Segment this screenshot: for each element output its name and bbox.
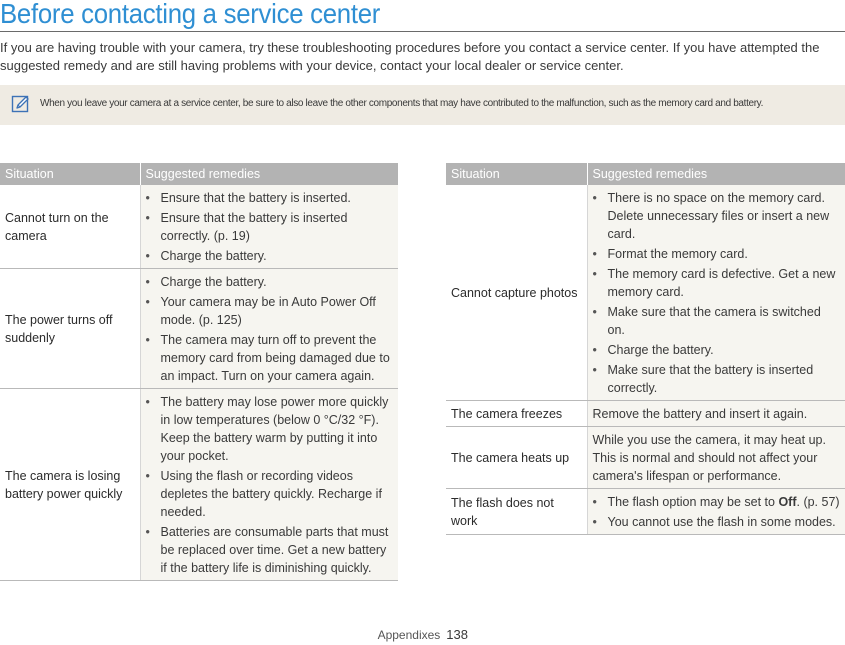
remedy-cell <box>587 489 845 535</box>
situation-label: The flash does not work <box>451 496 554 528</box>
situation-cell <box>446 185 587 401</box>
table-row <box>0 185 398 269</box>
note-text: When you leave your camera at a service center, be sure to also leave the other components that may have contributed to the malfunction, such as the memory card and battery. <box>40 98 764 109</box>
remedy-item: • Format the memory card. <box>593 245 841 263</box>
note-pencil-icon <box>11 94 31 114</box>
remedy-item: • Ensure that the battery is inserted correctly. (p. 19) <box>146 209 394 245</box>
remedy-item <box>593 493 841 511</box>
situation-cell <box>0 269 140 389</box>
remedy-item: • Ensure that the battery is inserted. <box>146 189 394 207</box>
column-header-remedies: Suggested remedies <box>140 163 398 185</box>
remedy-text-after: . (p. 57) <box>796 495 840 509</box>
remedy-cell <box>140 389 398 581</box>
situation-cell <box>446 401 587 427</box>
table-row <box>0 389 398 581</box>
remedy-item: • Batteries are consumable parts that must be replaced over time. Get a new battery if the battery life is diminishing quickly. <box>146 523 394 577</box>
situation-cell <box>0 185 140 269</box>
remedy-cell <box>587 185 845 401</box>
remedy-item: • Charge the battery. <box>146 247 394 265</box>
remedy-cell <box>140 185 398 269</box>
situation-label: The camera is losing battery power quickly <box>5 469 123 501</box>
remedy-item: • Using the flash or recording videos depletes the battery quickly. Recharge if needed. <box>146 467 394 521</box>
troubleshooting-table-left <box>0 163 398 581</box>
remedy-item: • The memory card is defective. Get a new memory card. <box>593 265 841 301</box>
table-header-row <box>446 163 845 185</box>
remedy-item: • Charge the battery. <box>146 273 394 291</box>
remedy-text: Remove the battery and insert it again. <box>592 407 808 421</box>
column-header-situation: Situation <box>446 163 587 185</box>
remedy-cell <box>587 401 845 427</box>
table-row <box>446 427 845 489</box>
remedy-cell <box>140 269 398 389</box>
note-box <box>0 85 845 125</box>
remedy-list <box>593 493 841 531</box>
situation-label: Cannot turn on the camera <box>5 211 109 243</box>
table-row <box>0 269 398 389</box>
remedy-item: • Charge the battery. <box>593 341 841 359</box>
situation-label: The power turns off suddenly <box>5 313 113 345</box>
page-footer <box>378 627 468 642</box>
column-header-remedies: Suggested remedies <box>587 163 845 185</box>
remedy-text-before: The flash option may be set to <box>607 495 779 509</box>
table-row <box>446 185 845 401</box>
remedy-text: While you use the camera, it may heat up. This is normal and should not affect your camera's lifespan or performance. <box>592 433 826 483</box>
footer-section-label: Appendixes <box>377 628 441 642</box>
intro-paragraph: If you are having trouble with your camera, try these troubleshooting procedures before you contact a service center. If you have attempted the suggested remedy and are still having problems with your device, contact your local dealer or service center. <box>0 40 820 73</box>
remedy-item: • The battery may lose power more quickly in low temperatures (below 0 °C/32 °F). Keep the battery warm by putting it into your pocket. <box>146 393 394 465</box>
remedy-item: • Your camera may be in Auto Power Off mode. (p. 125) <box>146 293 394 329</box>
troubleshooting-table-right <box>446 163 845 535</box>
situation-label: Cannot capture photos <box>451 286 578 300</box>
page-number: 138 <box>446 627 468 642</box>
remedy-list <box>146 273 394 385</box>
remedy-item: • The camera may turn off to prevent the memory card from being damaged due to an impact. Turn on your camera again. <box>146 331 394 385</box>
page-title: Before contacting a service center <box>0 0 381 29</box>
table-row <box>446 401 845 427</box>
remedy-item <box>593 513 841 531</box>
situation-cell <box>0 389 140 581</box>
title-divider <box>0 31 845 32</box>
table-row <box>446 489 845 535</box>
remedy-text-before: You cannot use the flash in some modes. <box>607 515 836 529</box>
situation-label: The camera freezes <box>451 407 563 421</box>
flash-option-off-label: Off <box>778 495 797 509</box>
remedy-cell <box>587 427 845 489</box>
column-header-situation: Situation <box>0 163 140 185</box>
remedy-list <box>593 189 841 397</box>
table-header-row <box>0 163 398 185</box>
situation-cell <box>446 489 587 535</box>
situation-label: The camera heats up <box>451 451 570 465</box>
remedy-list <box>146 189 394 265</box>
remedy-list <box>146 393 394 577</box>
remedy-item: • Make sure that the camera is switched on. <box>593 303 841 339</box>
remedy-item: • Make sure that the battery is inserted correctly. <box>593 361 841 397</box>
situation-cell <box>446 427 587 489</box>
remedy-item: • There is no space on the memory card. Delete unnecessary files or insert a new card. <box>593 189 841 243</box>
